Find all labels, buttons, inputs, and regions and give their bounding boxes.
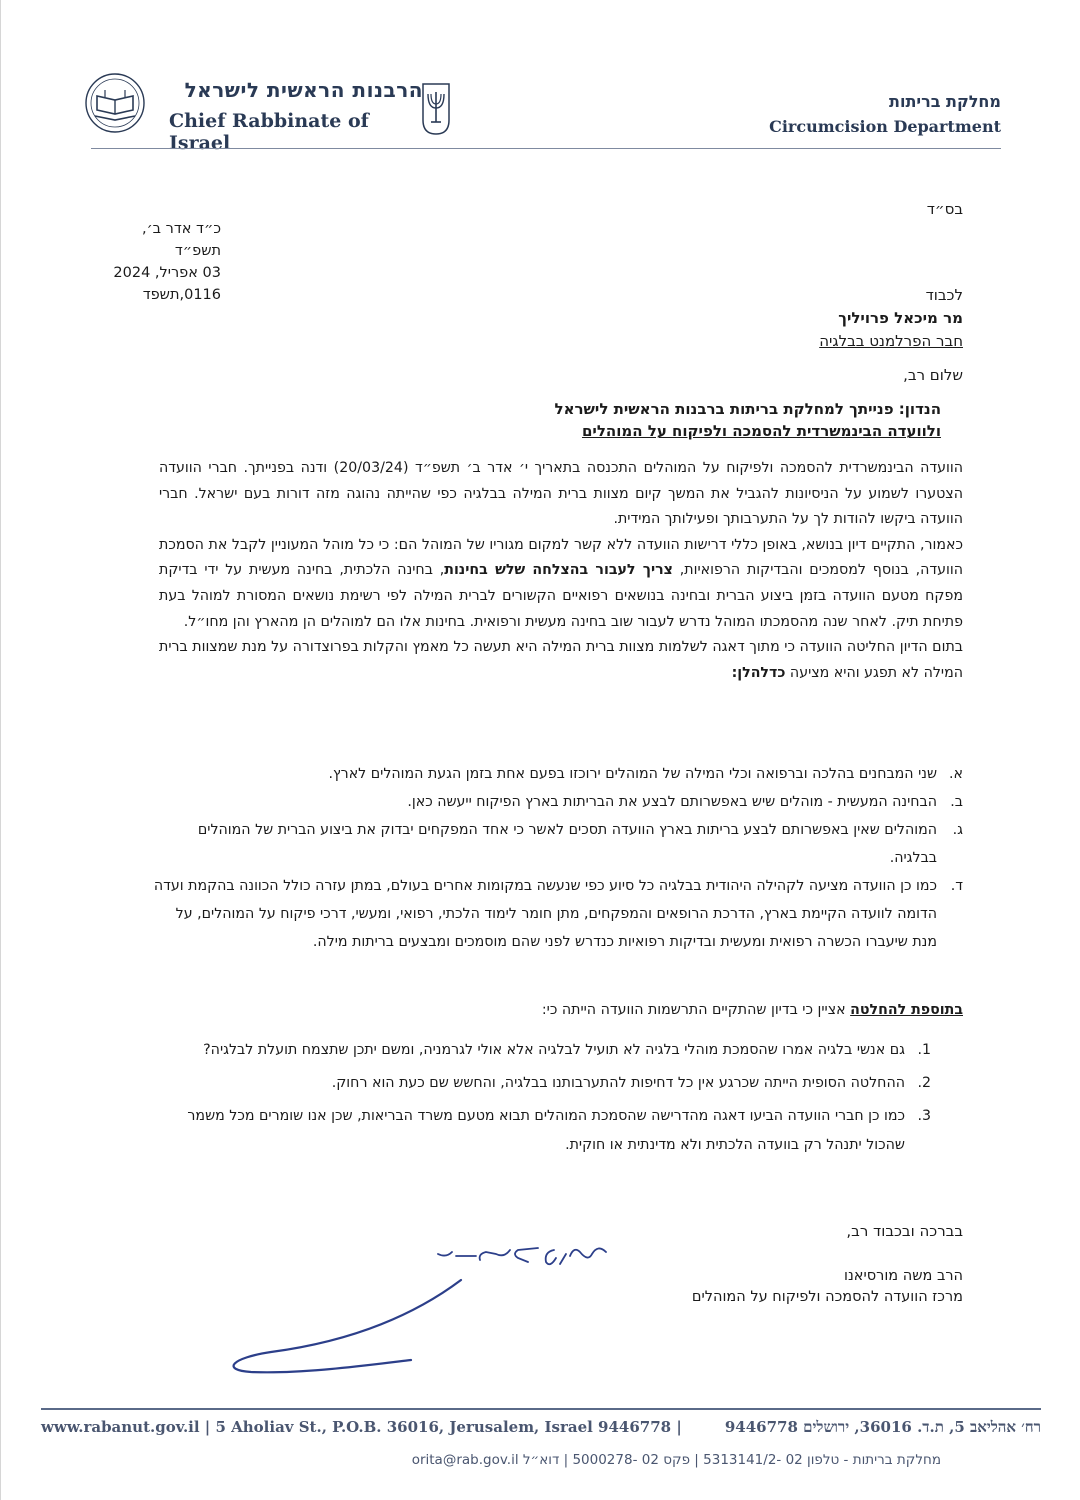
list-item	[151, 1102, 931, 1160]
list-marker: ג.	[952, 822, 963, 838]
list-marker: 2.	[917, 1075, 931, 1091]
header-divider	[91, 148, 1001, 149]
list-marker: ב.	[950, 794, 963, 810]
impressions-list	[151, 1036, 931, 1164]
addition-line	[161, 1002, 963, 1018]
salutation: לכבוד	[925, 286, 963, 304]
list-item	[151, 1069, 931, 1098]
signer-role: מרכז הוועדה להסמכה ולפיקוח על המוהלים	[691, 1289, 963, 1305]
list-marker: ד.	[950, 878, 963, 894]
recipient-name: מר מיכאל פרויליך	[838, 309, 963, 327]
addition-text: אציין כי בדיון שהתקיים התרשמות הוועדה הייתה כי:	[541, 1002, 851, 1018]
body-paragraph-2	[159, 533, 963, 635]
gregorian-date: 03 אפריל, 2024	[113, 265, 221, 281]
letterhead-department	[769, 92, 1001, 136]
list-marker: 1.	[917, 1042, 931, 1058]
list-item	[151, 760, 963, 788]
list-item-text: כמו כן חברי הוועדה הביעו דאגה מהדרישה שהסמכת המוהלים תבוא מטעם משרד הבריאות, שכן אנו שומרים מכל משמר שהכול יתנהל רק בוועדה הלכתית ולא מדינתית או חוקית.	[187, 1108, 905, 1153]
menorah-emblem-icon	[421, 82, 451, 136]
hebrew-date: כ״ד אדר ב׳, תשפ״ד	[142, 221, 221, 259]
letterhead-org	[83, 70, 423, 154]
book-emblem-icon	[83, 70, 147, 136]
subject-line-1: הנדון: פנייתך למחלקת בריתות ברבנות הראשית לישראל	[554, 400, 941, 418]
list-marker: א.	[949, 766, 963, 782]
org-name-hebrew: הרבנות הראשית לישראל	[184, 78, 423, 102]
signer-block	[692, 1266, 963, 1308]
proposal-list	[151, 760, 963, 956]
body-p2-emphasis: צריך לעבור בהצלחה שלש בחינות	[444, 562, 673, 579]
recipient-block	[819, 284, 963, 353]
body-paragraph-1: הוועדה הבינמשרדית להסמכה ולפיקוח על המוהלים התכנסה בתאריך י׳ אדר ב׳ תשפ״ד (20/03/24) ודנה בפנייתך. חברי הוועדה הצטערו לשמוע על הניסיונות להגביל את המשך קיום מצוות ברית המילה בבלגיה כפי שהייתה נהוגה מזה דורות בעם ישראל. חברי הוועדה ביקשו להודות לך על התערבותך ופעילותך המידית.	[159, 460, 963, 528]
org-name-english: Chief Rabbinate of Israel	[169, 110, 369, 154]
list-item-text: גם אנשי בלגיה אמרו שהסמכת מוהלי בלגיה לא תועיל לבלגיה אלא אולי לגרמניה, ומשם יתכן שתצמח תועלת לבלגיה?	[203, 1042, 905, 1058]
signer-name: הרב משה מורסיאנו	[844, 1268, 963, 1284]
closing-line: בברכה ובכבוד רב,	[846, 1222, 963, 1240]
list-item	[151, 816, 963, 872]
recipient-title: חבר הפרלמנט בבלגיה	[819, 332, 963, 350]
date-block	[101, 218, 221, 306]
subject-block	[341, 398, 941, 442]
list-item-text: ההחלטה הסופית הייתה שכרגע אין כל דחיפות להתערבותנו בבלגיה, והחשש שם כעת הוא רחוק.	[331, 1075, 905, 1091]
subject-line-2: ולוועדה הבינמשרדית להסמכה ולפיקוח על המוהלים	[581, 422, 941, 440]
footer-divider	[41, 1408, 1041, 1410]
footer-address-hebrew: רח׳ אהליאב 5, ת.ד. 36016, ירושלים 9446778	[724, 1418, 1041, 1436]
list-item	[151, 788, 963, 816]
footer-address-english: www.rabanut.gov.il | 5 Aholiav St., P.O.B. 36016, Jerusalem, Israel 9446778 |	[41, 1418, 682, 1436]
body-p2-start: כאמור, התקיים דיון בנושא, באופן כללי דרישות הוועדה ללא קשר למקום מגוריו של המוהל הם: כי כל מוהל המעוניין לקבל את הסמכת הוועדה, בנוסף למסמכים והבדיקות הרפואיות,	[159, 536, 964, 579]
list-item-text: כמו כן הוועדה מציעה לקהילה היהודית בבלגיה כל סיוע כפי שנעשה במקומות אחרים בעולם, במתן עזרה כולל הכוונה בהקמת ועדה הדומה לוועדה הקיימת בארץ, הדרכת הרופאים והמפקחים, מתן חומר לימוד הלכתי, רפואי, ומעשי, דרכי פיקוח על המוהלים, על מנת שיעברו הכשרה רפואית ומעשית ובדיקות רפואיות כנדרש לפני שהם מוסמכים ומבצעים בריתות מילה.	[153, 878, 937, 950]
department-hebrew: מחלקת בריתות	[889, 92, 1001, 111]
list-item	[151, 1036, 931, 1065]
body-p3-emphasis: כדלהלן:	[731, 664, 786, 681]
reference-number: 0116,תשפד	[142, 287, 221, 303]
list-item-text: הבחינה המעשית - מוהלים שיש באפשרותם לבצע את הבריתות בארץ הפיקוח ייעשה כאן.	[407, 794, 937, 810]
body-paragraph-3	[159, 635, 963, 686]
body-p3-start: בתום הדיון החליטה הוועדה כי מתוך דאגה לשלמות מצוות ברית המילה היא תעשה כל מאמץ והקלות בפרוצדורה על מנת שמצוות ברית המילה לא תפגע והיא מציעה	[159, 639, 963, 681]
letter-body	[159, 456, 963, 686]
department-english: Circumcision Department	[769, 117, 1001, 136]
list-item-text: המוהלים שאין באפשרותם לבצע בריתות בארץ הוועדה תסכים לאשר כי אחד המפקחים יבדוק את ביצוע הברית של המוהלים בבלגיה.	[197, 822, 937, 866]
footer-contact: מחלקת בריתות - טלפון 02 -5313141/2 | פקס 02 -5000278 | דוא״ל orita@rab.gov.il	[411, 1452, 941, 1468]
addition-label: בתוספת להחלטה	[850, 1002, 963, 1018]
signature-flourish	[211, 1270, 471, 1380]
list-item	[151, 872, 963, 956]
bsd-mark: בס״ד	[926, 200, 963, 218]
list-marker: 3.	[917, 1108, 931, 1124]
list-item-text: שני המבחנים בהלכה וברפואה וכלי המילה של המוהלים ירוכזו בפעם אחת בזמן הגעת המוהלים לארץ.	[328, 766, 937, 782]
greeting: שלום רב,	[903, 366, 963, 384]
body-p2-end: , בחינה הלכתית, בחינה מעשית על ידי בדיקת מפקח מטעם הוועדה בזמן ביצוע הברית ובחינה בנושאים רפואיים הקשורים לברית המילה לפי רשימת נושאים המסורת למוהל בעת פתיחת תיק. לאחר שנה מהסמכתו המוהל נדרש לעבור שוב בחינה מעשית ורפואית. בחינות אלו הם למוהלים הן מהארץ והן מחו״ל.	[159, 562, 963, 630]
